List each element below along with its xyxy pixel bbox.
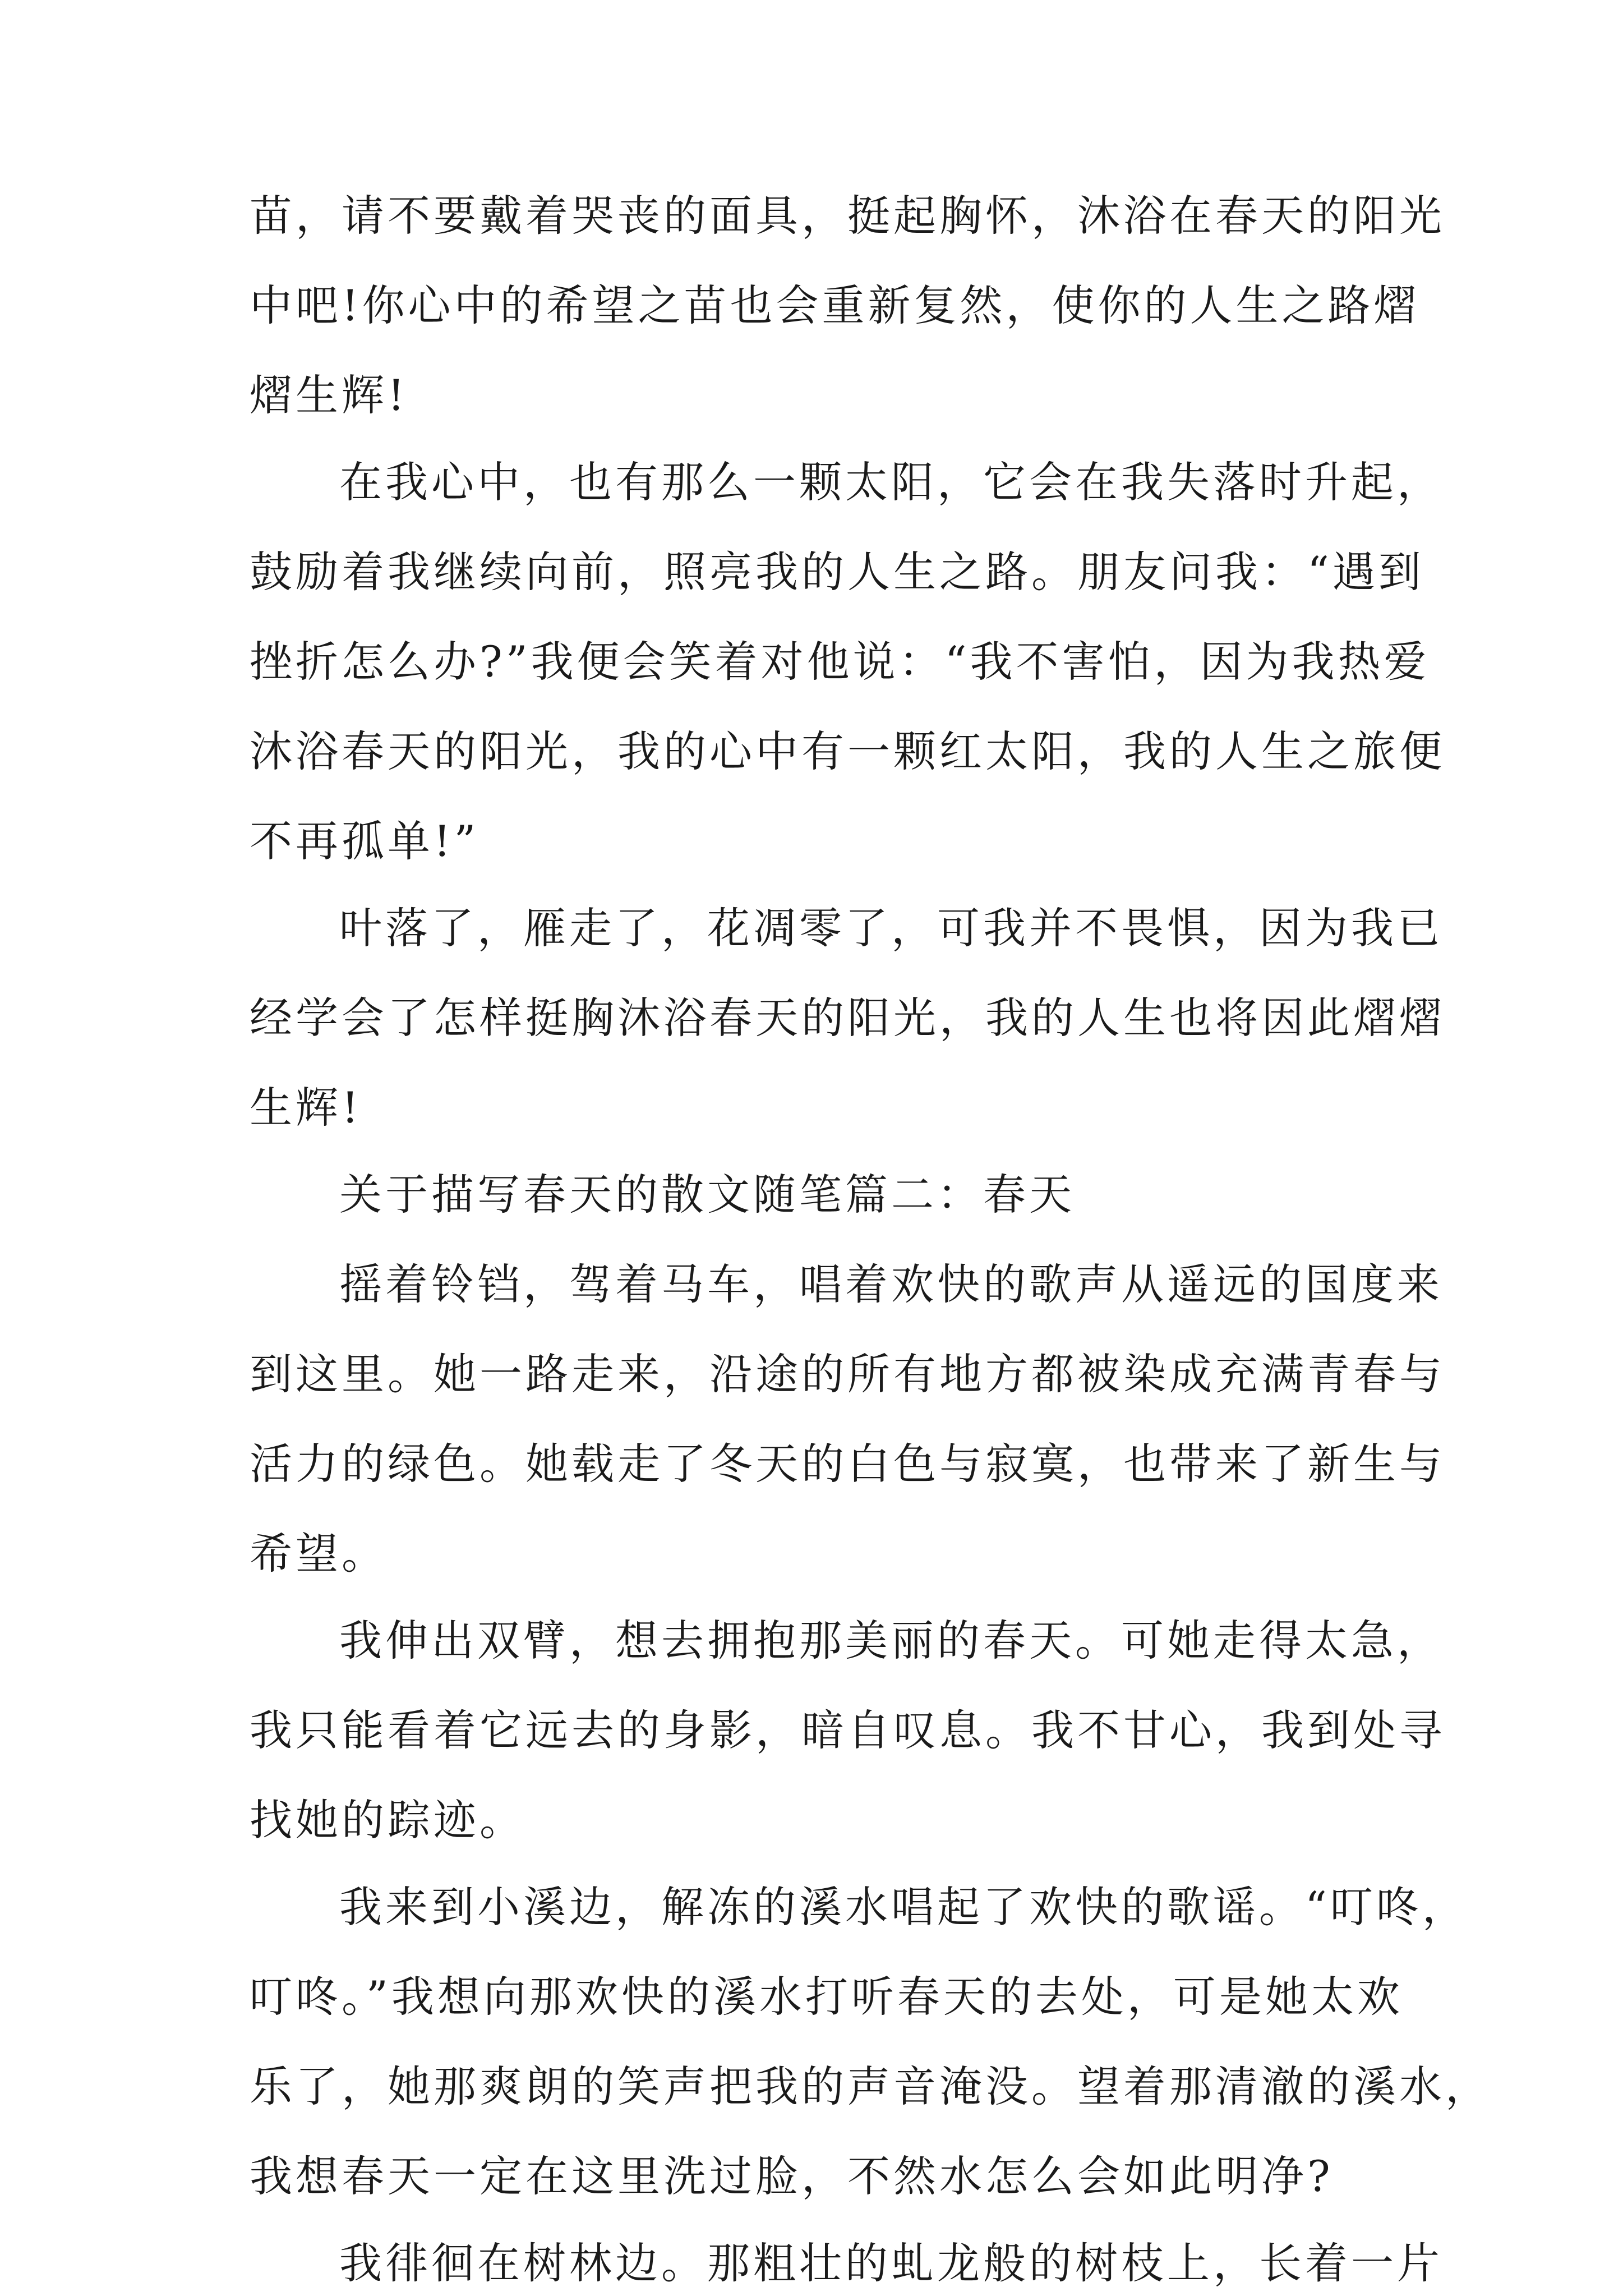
text-line: 我来到小溪边，解冻的溪水唱起了欢快的歌谣。“叮咚，: [339, 1882, 1468, 1932]
text-line: 不再孤单!”: [250, 816, 479, 866]
text-line: 找她的踪迹。: [250, 1795, 525, 1845]
text-line: 中吧!你心中的希望之苗也会重新复然，使你的人生之路熠: [250, 280, 1420, 330]
text-line: 希望。: [250, 1529, 388, 1579]
text-line: 乐了，她那爽朗的笑声把我的声音淹没。望着那清澈的溪水，: [250, 2062, 1491, 2111]
text-line: 鼓励着我继续向前，照亮我的人生之路。朋友问我：“遇到: [250, 547, 1424, 597]
text-line: 叶落了，雁走了，花凋零了，可我并不畏惧，因为我已: [339, 903, 1443, 953]
text-line: 我徘徊在树林边。那粗壮的虬龙般的树枝上，长着一片: [339, 2238, 1443, 2288]
text-line: 经学会了怎样挺胸沐浴春天的阳光，我的人生也将因此熠熠: [250, 993, 1445, 1043]
section-heading: 关于描写春天的散文随笔篇二：春天: [339, 1170, 1075, 1220]
text-line: 我只能看着它远去的身影，暗自叹息。我不甘心，我到处寻: [250, 1705, 1445, 1755]
text-line: 活力的绿色。她载走了冬天的白色与寂寞，也带来了新生与: [250, 1439, 1445, 1489]
text-line: 苗，请不要戴着哭丧的面具，挺起胸怀，沐浴在春天的阳光: [250, 191, 1445, 241]
text-line: 在我心中，也有那么一颗太阳，它会在我失落时升起，: [339, 457, 1443, 507]
text-line: 熠生辉!: [250, 370, 408, 420]
text-line: 我伸出双臂，想去拥抱那美丽的春天。可她走得太急，: [339, 1616, 1443, 1665]
text-line: 叮咚。”我想向那欢快的溪水打听春天的去处，可是她太欢: [250, 1972, 1403, 2022]
text-line: 沐浴春天的阳光，我的心中有一颗红太阳，我的人生之旅便: [250, 726, 1445, 776]
text-line: 挫折怎么办?”我便会笑着对他说：“我不害怕，因为我热爱: [250, 637, 1430, 687]
text-line: 生辉!: [250, 1083, 362, 1133]
text-line: 我想春天一定在这里洗过脸，不然水怎么会如此明净?: [250, 2151, 1334, 2201]
text-line: 到这里。她一路走来，沿途的所有地方都被染成充满青春与: [250, 1349, 1445, 1399]
text-line: 摇着铃铛，驾着马车，唱着欢快的歌声从遥远的国度来: [339, 1259, 1443, 1309]
